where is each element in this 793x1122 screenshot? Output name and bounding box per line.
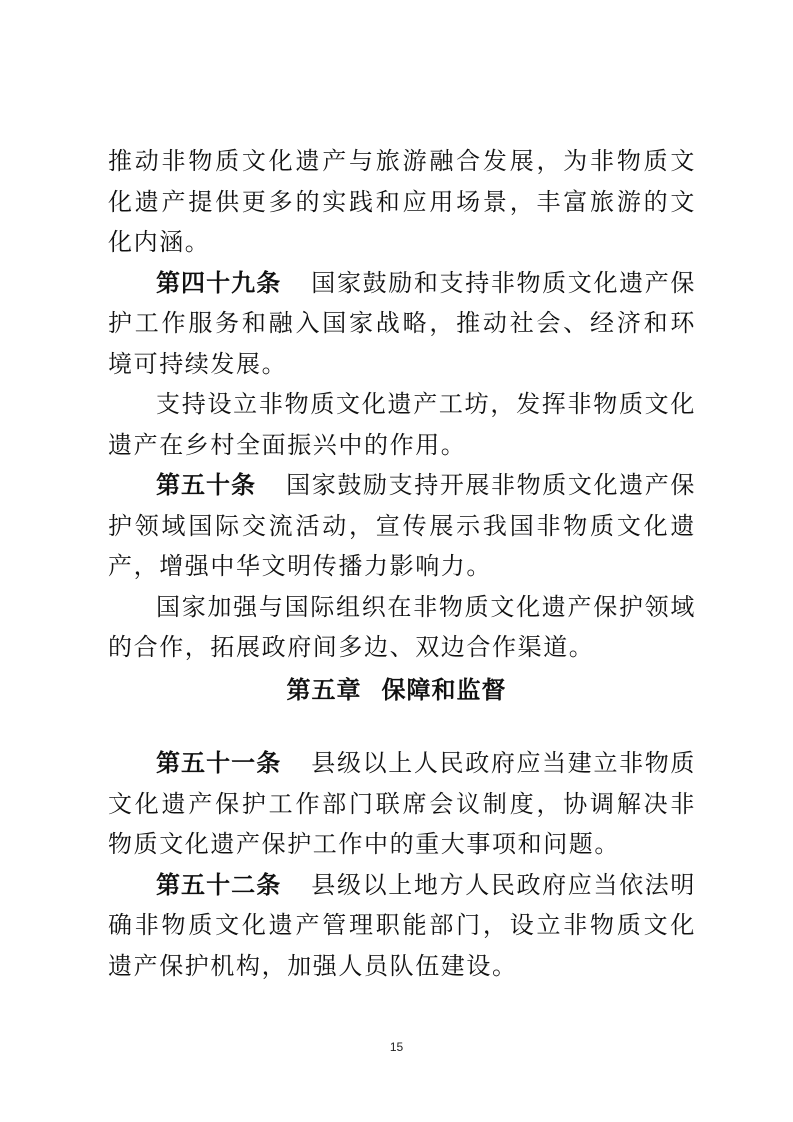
article-number: 第五十一条 <box>156 749 282 777</box>
article-text: 县级以上人民政府应当建立非物质文化遗产保护工作部门联席会议制度，协调解决非物质文化遗产保护工作中的重大事项和问题。 <box>108 749 696 858</box>
article-number: 第五十条 <box>156 471 257 499</box>
text-block-upper <box>108 141 696 668</box>
article-number: 第五十二条 <box>156 870 282 899</box>
article-50 <box>108 465 696 587</box>
article-52 <box>108 865 696 987</box>
article-51 <box>108 743 696 865</box>
paragraph: 支持设立非物质文化遗产工坊，发挥非物质文化遗产在乡村全面振兴中的作用。 <box>108 390 696 459</box>
chapter-title: 保障和监督 <box>381 676 507 704</box>
article-49 <box>108 263 696 385</box>
article-text: 县级以上地方人民政府应当依法明确非物质文化遗产管理职能部门，设立非物质文化遗产保护机构，加强人员队伍建设。 <box>108 870 696 980</box>
chapter-number: 第五章 <box>286 676 362 704</box>
page-number: 15 <box>389 1040 404 1054</box>
chapter-heading <box>0 670 793 705</box>
paragraph: 国家加强与国际组织在非物质文化遗产保护领域的合作，拓展政府间多边、双边合作渠道。 <box>108 592 696 661</box>
article-text: 国家鼓励支持开展非物质文化遗产保护领域国际交流活动，宣传展示我国非物质文化遗产，增强中华文明传播力影响力。 <box>108 471 696 580</box>
article-number: 第四十九条 <box>156 268 282 297</box>
text-block-lower <box>108 743 696 986</box>
article-text: 国家鼓励和支持非物质文化遗产保护工作服务和融入国家战略，推动社会、经济和环境可持续发展。 <box>108 268 696 378</box>
paragraph-continuation: 推动非物质文化遗产与旅游融合发展，为非物质文化遗产提供更多的实践和应用场景，丰富旅游的文化内涵。 <box>108 147 696 256</box>
